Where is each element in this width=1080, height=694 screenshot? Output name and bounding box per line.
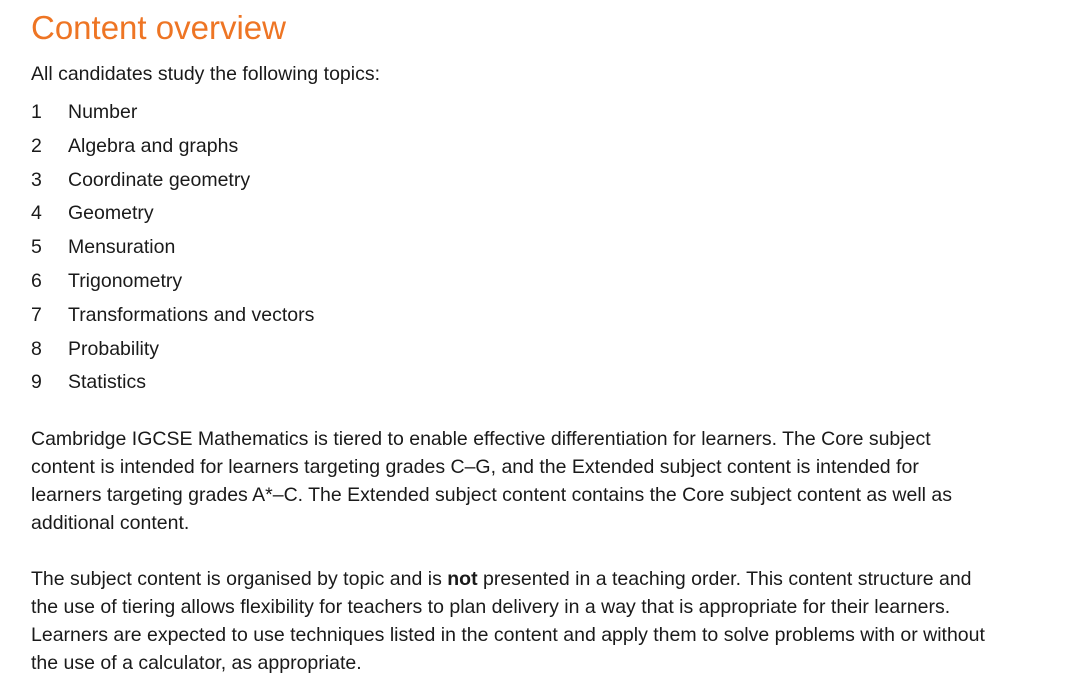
tiering-paragraph <box>31 425 1071 537</box>
topic-item <box>31 269 314 303</box>
topic-item <box>31 235 314 269</box>
topic-label: Algebra and graphs <box>68 134 239 157</box>
topic-number: 4 <box>31 202 42 225</box>
emphasis-not: not <box>447 568 478 590</box>
topic-label: Probability <box>68 337 160 360</box>
paragraph-line: content is intended for learners targeting grades C–G, and the Extended subject content is intended for <box>31 456 919 478</box>
topic-label: Number <box>68 101 138 123</box>
topic-item <box>31 303 314 337</box>
topic-number: 9 <box>31 371 42 394</box>
topic-item <box>31 100 314 134</box>
paragraph-line: the use of a calculator, as appropriate. <box>31 652 362 674</box>
topic-label: Transformations and vectors <box>68 303 315 326</box>
topic-number: 2 <box>31 134 42 157</box>
paragraph-line: the use of tiering allows flexibility for teachers to plan delivery in a way that is appropriate for their learners. <box>31 596 951 618</box>
paragraph-line: Learners are expected to use techniques listed in the content and apply them to solve problems with or without <box>31 624 985 646</box>
paragraph-line <box>31 565 1071 593</box>
topic-item <box>31 168 314 202</box>
topic-number: 6 <box>31 269 42 292</box>
paragraph-line: learners targeting grades A*–C. The Extended subject content contains the Core subject content as well as <box>31 484 953 506</box>
paragraph-text: The subject content is organised by topic and is <box>31 568 448 590</box>
topic-item <box>31 201 314 235</box>
topic-label: Statistics <box>68 371 147 394</box>
topic-item <box>31 134 314 168</box>
paragraph-line: Cambridge IGCSE Mathematics is tiered to enable effective differentiation for learners. The Core subject <box>31 428 931 450</box>
topic-number: 5 <box>31 236 42 259</box>
topic-item <box>31 370 314 404</box>
topic-number: 7 <box>31 303 42 326</box>
paragraph-line: additional content. <box>31 512 190 534</box>
page-title: Content overview <box>31 9 286 46</box>
topic-item <box>31 337 314 371</box>
topic-number: 1 <box>31 101 42 123</box>
topic-number: 3 <box>31 168 42 191</box>
paragraph-text: presented in a teaching order. This content structure and <box>477 568 972 590</box>
topic-label: Geometry <box>68 202 154 225</box>
topic-label: Mensuration <box>68 236 176 259</box>
topic-number: 8 <box>31 337 42 360</box>
organisation-paragraph <box>31 565 1071 677</box>
topic-label: Coordinate geometry <box>68 168 251 191</box>
intro-text: All candidates study the following topics: <box>31 63 381 85</box>
topic-label: Trigonometry <box>68 269 183 292</box>
topic-list <box>31 100 314 404</box>
